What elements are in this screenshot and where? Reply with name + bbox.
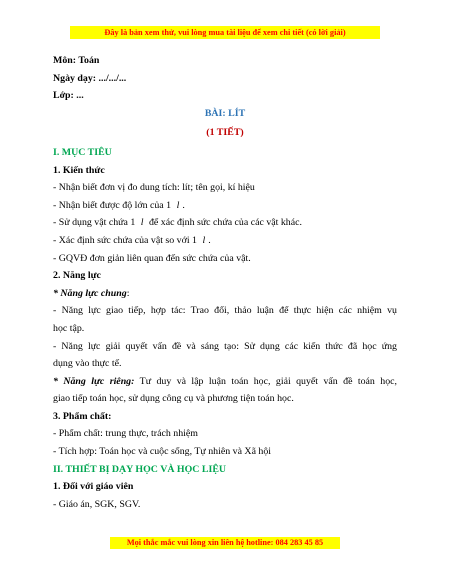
section-equipment-heading: II. THIẾT BỊ DẠY HỌC VÀ HỌC LIỆU (53, 463, 227, 475)
liter-symbol: l (202, 234, 206, 246)
preview-banner: Đây là bản xem thử, vui lòng mua tài liệu để xem chi tiết (có lời giải) (70, 26, 380, 39)
knowledge-item-3-text: - Sử dụng vật chứa 1 (53, 217, 136, 229)
specific-competence-text: Tư duy và lập luận toán học, giải quyết vấn đề toán học, (139, 375, 398, 387)
specific-competence-line-2: giao tiếp toán học, sử dụng công cụ và phương tiện toán học. (53, 393, 294, 405)
knowledge-item-2-text: - Nhận biết được độ lớn của 1 (53, 199, 172, 211)
knowledge-item-2 (53, 197, 397, 215)
knowledge-item-4-text: - Xác định sức chứa của vật so với 1 (53, 234, 197, 246)
knowledge-item-5: - GQVĐ đơn giản liên quan đến sức chứa của vật. (53, 252, 251, 264)
general-competence-label-text: * Năng lực chung (53, 287, 127, 299)
liter-symbol: l (140, 217, 144, 229)
qualities-item-2: - Tích hợp: Toán học và cuộc sống, Tự nhiên và Xã hội (53, 446, 272, 458)
lesson-title: BÀI: LÍT (204, 107, 246, 119)
class-line: Lớp: ... (53, 90, 84, 102)
knowledge-item-3-suffix: để xác định sức chứa của các vật khác. (148, 217, 302, 229)
teacher-equipment-heading: 1. Đối với giáo viên (53, 481, 134, 493)
subject-line: Môn: Toán (53, 55, 100, 66)
qualities-item-1: - Phẩm chất: trung thực, trách nhiệm (53, 428, 198, 440)
general-competence-item-1-line-1: - Năng lực giao tiếp, hợp tác: Trao đổi, thảo luận để thực hiện các nhiệm vụ (53, 305, 397, 317)
general-competence-item-2-line-2: dụng vào thực tế. (53, 358, 122, 370)
general-competence-item-1-line-2: học tập. (53, 322, 85, 334)
lesson-periods: (1 TIẾT) (206, 127, 244, 139)
general-competence-item-2-line-1: - Năng lực giải quyết vấn đề và sáng tạo: Sử dụng các kiến thức đã học ứng (53, 340, 397, 352)
liter-symbol: l (176, 199, 180, 211)
knowledge-item-2-suffix: . (182, 199, 185, 211)
knowledge-item-4 (53, 232, 397, 250)
specific-competence-label: * Năng lực riêng: (53, 375, 135, 387)
knowledge-item-1: - Nhận biết đơn vị đo dung tích: lít; tên gọi, kí hiệu (53, 182, 255, 194)
qualities-heading: 3. Phẩm chất: (53, 410, 112, 422)
general-competence-colon: : (126, 287, 130, 299)
specific-competence-line-1 (53, 373, 397, 391)
teacher-equipment-item-1: - Giáo án, SGK, SGV. (53, 498, 141, 510)
date-line: Ngày dạy: .../.../... (53, 72, 127, 84)
competence-heading: 2. Năng lực (53, 270, 101, 282)
lesson-plan-body (53, 52, 397, 513)
knowledge-heading: 1. Kiến thức (53, 164, 105, 176)
knowledge-item-3 (53, 214, 397, 232)
hotline-footer: Mọi thắc mắc vui lòng xin liên hệ hotline: 084 283 45 85 (110, 537, 340, 549)
section-objectives-heading: I. MỤC TIÊU (53, 146, 112, 158)
general-competence-label (53, 285, 397, 303)
knowledge-item-4-suffix: . (208, 234, 211, 246)
